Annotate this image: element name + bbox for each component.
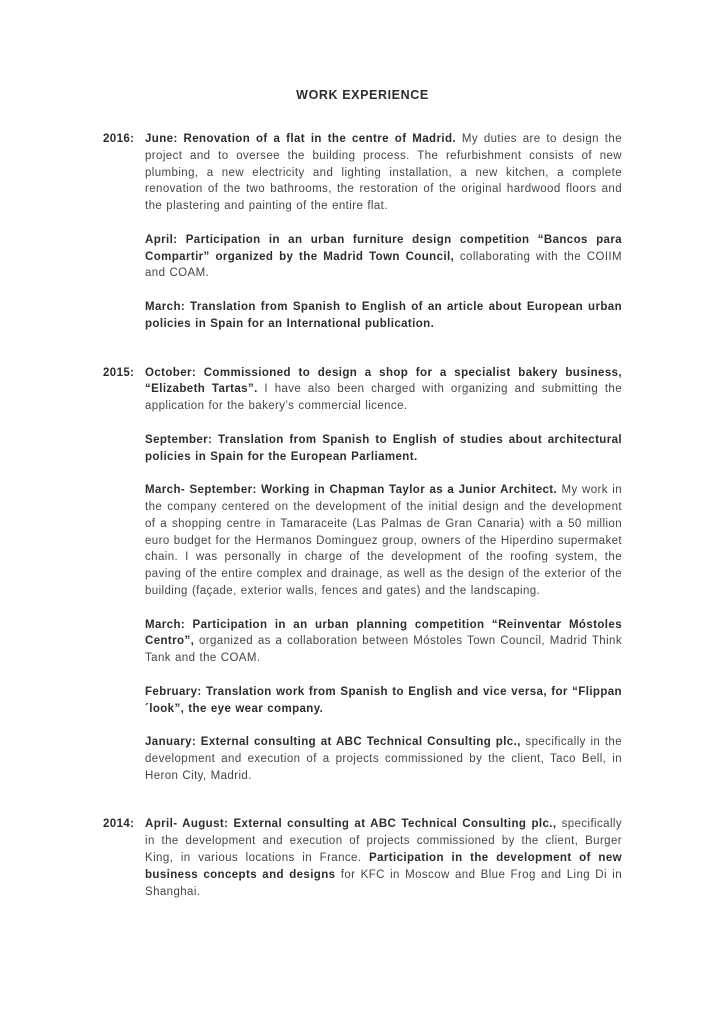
entry-text: I have also been charged with organizing and submitting the application for the bakery’s commercial licence. [145,383,623,413]
entry-september-2015 [145,432,622,466]
section-2015 [103,365,622,785]
entry-october-2015 [145,365,622,415]
entry-march-2016 [145,299,622,333]
entry-text-bold: March: Participation in an urban planning competition “Reinventar Móstoles Centro”, [145,618,622,648]
entry-text: collaborating with the COIIM and COAM. [145,250,622,280]
entry-march-2015 [145,617,622,667]
entry-text-bold: April- August: External consulting at ABC Technical Consulting plc., [145,818,557,831]
entry-text: organized as a collaboration between Móstoles Town Council, Madrid Think Tank and the COAM. [145,635,622,665]
entry-text: My duties are to design the project and to oversee the building process. The refurbishment consists of new plumbing, a new electricity and lighting installation, a new kitchen, a complete renovation of the two bathrooms, the restoration of the original hardwood floors and the plastering and painting of the entire flat. [145,133,622,213]
entry-text-bold: October: Commissioned to design a shop for a specialist bakery business, “Elizabeth Tartas”. [145,366,622,396]
section-entries [145,816,622,900]
entry-text-bold: January: External consulting at ABC Technical Consulting plc., [145,736,521,749]
entry-text-bold: March: Translation from Spanish to English of an article about European urban policies in Spain for an International publication. [145,300,622,330]
section-2016 [103,131,622,333]
entry-text-bold: February: Translation work from Spanish to English and vice versa, for “Flippan´look”, the eye wear company. [145,685,622,715]
entry-april-2016 [145,232,622,282]
document-title: WORK EXPERIENCE [296,88,429,102]
entry-text-bold: March- September: Working in Chapman Taylor as a Junior Architect. [145,484,558,497]
entry-text: specifically in the development and execution of projects commissioned by the client, Burger King, in various locations in France. [145,818,623,865]
entry-june-2016 [145,131,622,215]
entry-text: My work in the company centered on the development of the initial design and the development of a shopping centre in Tamaraceite (Las Palmas de Gran Canaria) with a 50 million euro budget for the Hermanos Dominguez group, owners of the Hiperdino supermaket chain. I was personally in charge of the development of the roofing system, the paving of the entire complex and drainage, as well as the design of the exterior of the building (façade, exterior walls, fences and gates) and the landscaping. [145,484,623,597]
year-label: 2015: [103,366,135,379]
entry-march-september-2015 [145,482,622,600]
year-label: 2016: [103,133,135,145]
entry-text: for KFC in Moscow and Blue Frog and Ling Di in Shanghai. [145,868,622,898]
section-2014 [103,816,622,900]
entry-february-2015 [145,684,622,718]
entry-text-bold: April: Participation in an urban furniture design competition “Bancos para Compartir” organized by the Madrid Town Council, [145,233,622,263]
entry-text-bold: Participation in the development of new business concepts and designs [145,852,622,881]
entry-april-august-2014 [145,816,622,900]
entry-text-bold: September: Translation from Spanish to English of studies about architectural policies in Spain for the European Parliament. [145,433,622,463]
section-entries [145,365,622,785]
entry-text-bold: June: Renovation of a flat in the centre of Madrid. [145,133,456,145]
section-entries [145,131,622,333]
year-label: 2014: [103,818,135,831]
entry-january-2015 [145,734,622,784]
entry-text: specifically in the development and execution of a projects commissioned by the client, Taco Bell, in Heron City, Madrid. [145,736,623,782]
